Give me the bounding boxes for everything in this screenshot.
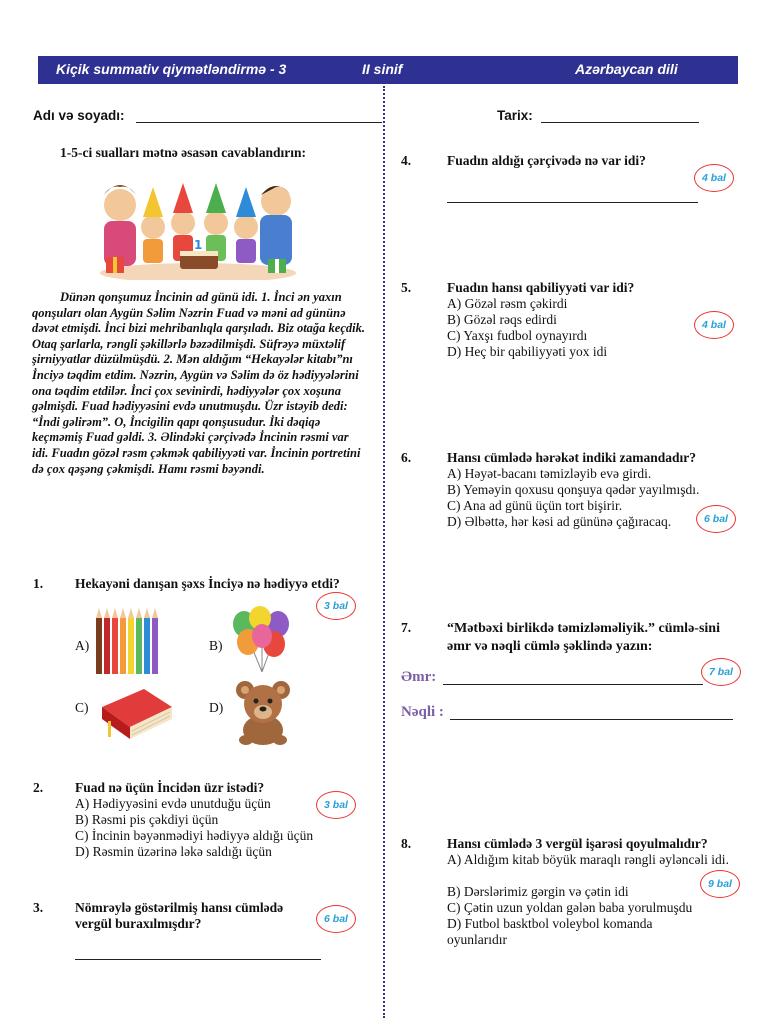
q2-option-a[interactable]: A) Hədiyyəsini evdə unutduğu üçün <box>75 796 271 811</box>
q5-number: 5. <box>401 280 412 295</box>
q7-command-label: Əmr: <box>401 669 437 685</box>
q5-option-b[interactable]: B) Gözəl rəqs edirdi <box>447 312 557 327</box>
q1-option-b-label[interactable]: B) <box>209 638 223 653</box>
q3-text: Nömrəylə göstərilmiş hansı cümlədə vergül buraxılmışdır? <box>75 900 284 931</box>
q6-points-badge: 6 bal <box>696 505 736 533</box>
q1-number: 1. <box>33 576 44 591</box>
q1-option-a-label[interactable]: A) <box>75 638 90 653</box>
q2-number: 2. <box>33 780 44 795</box>
q3-points-badge: 6 bal <box>316 905 356 933</box>
q2-option-b[interactable]: B) Rəsmi pis çəkdiyi üçün <box>75 812 219 827</box>
header-bar <box>38 56 738 84</box>
q8-option-b[interactable]: B) Dərslərimiz gərgin və çətin idi <box>447 884 629 899</box>
name-label: Adı və soyadı: <box>33 108 125 123</box>
q1-points-badge: 3 bal <box>316 592 356 620</box>
q4-number: 4. <box>401 153 412 168</box>
q8-text: Hansı cümlədə 3 vergül işarəsi qoyulmalıdır? <box>447 836 708 851</box>
q8-option-d[interactable]: D) Futbol basktbol voleybol komanda oyunlarıdır <box>447 916 653 947</box>
q3-number: 3. <box>33 900 44 915</box>
q5-option-d[interactable]: D) Heç bir qabiliyyəti yox idi <box>447 344 608 359</box>
book-icon[interactable] <box>92 685 176 745</box>
q7-narrative-answer-line[interactable] <box>450 719 733 720</box>
q6-option-d[interactable]: D) Əlbəttə, hər kəsi ad gününə çağıracaq. <box>447 514 672 529</box>
q4-points-badge: 4 bal <box>694 164 734 192</box>
q7-text: “Mətbəxi birlikdə təmizləməliyik.” cümlə-sini əmr və nəqli cümlə şəklində yazın: <box>447 621 720 654</box>
q8-points-badge: 9 bal <box>700 870 740 898</box>
q4-text: Fuadın aldığı çərçivədə nə var idi? <box>447 153 646 168</box>
q7-points-badge: 7 bal <box>701 658 741 686</box>
date-label: Tarix: <box>497 108 533 123</box>
colored-pencils-icon[interactable] <box>92 606 164 678</box>
q5-option-c[interactable]: C) Yaxşı fudbol oynayırdı <box>447 328 588 343</box>
story-text: Dünən qonşumuz İncinin ad günü idi. 1. İnci ən yaxın qonşuları olan Aygün Səlim Nəzrin Fuad və məni ad gününə dəvət etmişdi. İnci bizi mehribanlıqla qarşıladı. Biz otağa keçdik. Otaq şarlarla, rəngli şəkillərlə bəzədilmişdi. Süfrəyə müxtəlif şirniyyatlar düzülmüşdü. 2. Mən aldığım “Hekayələr kitabı”nı İnciyə təqdim etdim. Nəzrin, Aygün və Səlim də öz hədiyyələrini ona təqdim etdilər. İnci çox sevinirdi, hədiyyələr çox xoşuna gəlmişdi. Fuad hədiyyəsini evdə unutmuşdu. Üzr istəyib dedi: “İndi gəlirəm”. O, İncigilin qapı qonşusudur. İki dəqiqə keçməmiş Fuad gəldi. 3. Əlindəki çərçivədə İncinin rəsmi var idi. Fuadın gözəl rəsm çəkmək qabiliyyəti var. İncinin portretini də çox qəşəng çəkmişdi. Hamı rəsmi bəyəndi. <box>32 290 365 476</box>
column-divider <box>383 86 385 1018</box>
q5-text: Fuadın hansı qabiliyyəti var idi? <box>447 280 635 295</box>
q6-number: 6. <box>401 450 412 465</box>
subject-label: Azərbaycan dili <box>575 61 678 77</box>
q2-option-d[interactable]: D) Rəsmin üzərinə ləkə saldığı üçün <box>75 844 272 859</box>
q6-option-c[interactable]: C) Ana ad günü üçün tort bişirir. <box>447 498 623 513</box>
date-field[interactable] <box>541 122 699 123</box>
q8-option-c[interactable]: C) Çətin uzun yoldan gələn baba yorulmuşdu <box>447 900 693 915</box>
q5-option-a[interactable]: A) Gözəl rəsm çəkirdi <box>447 296 568 311</box>
q3-answer-line[interactable] <box>75 959 321 960</box>
q4-answer-line[interactable] <box>447 202 698 203</box>
q7-command-answer-line[interactable] <box>443 684 703 685</box>
q7-number: 7. <box>401 620 412 635</box>
q7-narrative-label: Nəqli : <box>401 704 444 720</box>
q8-number: 8. <box>401 836 412 851</box>
test-title: Kiçik summativ qiymətləndirmə - 3 <box>56 61 287 77</box>
q5-points-badge: 4 bal <box>694 311 734 339</box>
q1-option-c-label[interactable]: C) <box>75 700 89 715</box>
q6-option-b[interactable]: B) Yeməyin qoxusu qonşuya qədər yayılmışdı. <box>447 482 700 497</box>
balloons-icon[interactable] <box>230 606 295 674</box>
q2-option-c[interactable]: C) İncinin bəyənmədiyi hədiyyə aldığı üçün <box>75 828 314 843</box>
q6-option-a[interactable]: A) Həyət-bacanı təmizləyib evə girdi. <box>447 466 652 481</box>
q2-points-badge: 3 bal <box>316 791 356 819</box>
q6-text: Hansı cümlədə hərəkət indiki zamandadır? <box>447 450 697 465</box>
name-field[interactable] <box>136 122 382 123</box>
svg-text:1: 1 <box>194 238 203 252</box>
q8-option-a[interactable]: A) Aldığım kitab böyük maraqlı rəngli əyləncəli idi. <box>447 852 729 867</box>
q1-option-d-label[interactable]: D) <box>209 700 224 715</box>
teddy-bear-icon[interactable] <box>232 676 294 746</box>
q1-text: Hekayəni danışan şəxs İnciyə nə hədiyyə etdi? <box>75 576 340 591</box>
q2-text: Fuad nə üçün İncidən üzr istədi? <box>75 780 265 795</box>
grade-label: II sinif <box>362 61 403 77</box>
birthday-party-illustration <box>98 165 298 280</box>
instruction: 1-5-ci sualları mətnə əsasən cavablandırın: <box>60 145 306 160</box>
